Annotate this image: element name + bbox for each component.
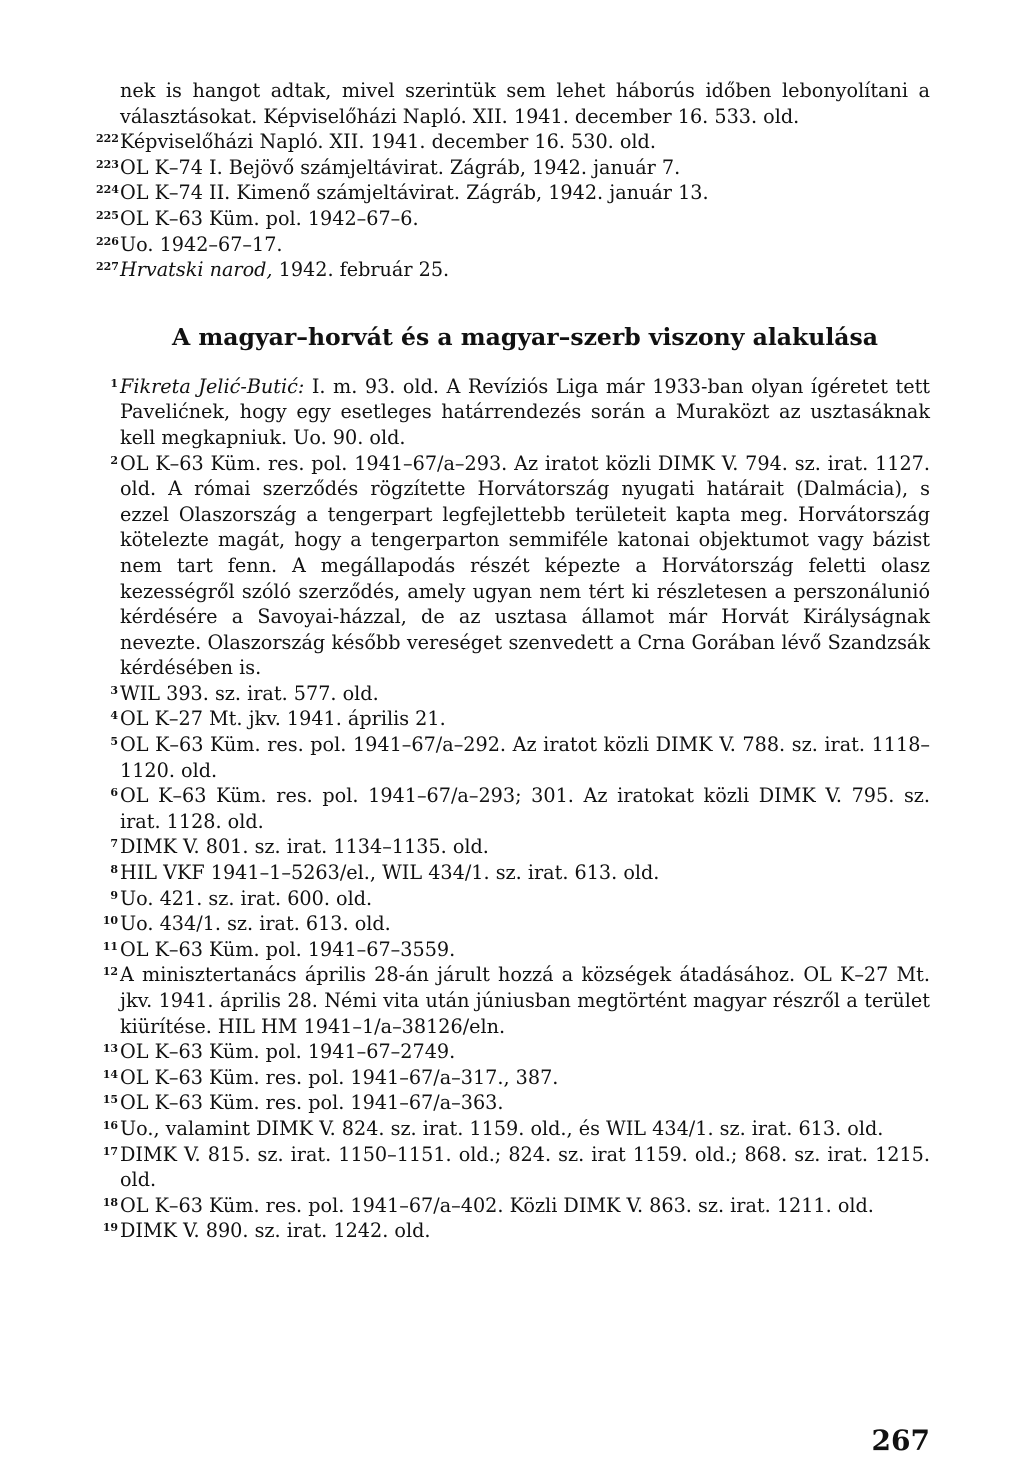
footnote-text: OL K–74 I. Bejövő számjeltávirat. Zágráb, 1942. január 7.	[120, 155, 681, 179]
footnote-number: 9	[110, 888, 118, 902]
footnote-text: OL K–63 Küm. pol. 1942–67–6.	[120, 206, 419, 230]
footnote-number: 13	[102, 1042, 118, 1056]
footnote-number: 226	[96, 234, 119, 248]
footnote-6	[96, 783, 930, 834]
footnote-text: A minisztertanács április 28-án járult hozzá a községek átadásához. OL K–27 Mt. jkv. 1941. április 28. Némi vita után júniusban megtörtént magyar részről a terület kiürítése. HIL HM 1941–1/a–38126/eln.	[120, 963, 930, 1038]
footnote-number: 7	[110, 837, 118, 851]
footnote-text: DIMK V. 890. sz. irat. 1242. old.	[120, 1219, 431, 1243]
footnote-10	[96, 911, 930, 937]
footnote-text: Képviselőházi Napló. XII. 1941. december 16. 530. old.	[120, 130, 656, 154]
footnote-number: 8	[110, 863, 118, 877]
footnote-number: 12	[102, 965, 118, 979]
footnote-number: 19	[102, 1221, 118, 1235]
footnote-text: HIL VKF 1941–1–5263/el., WIL 434/1. sz. irat. 613. old.	[120, 861, 660, 885]
footnote-text: OL K–63 Küm. pol. 1941–67–2749.	[120, 1040, 456, 1064]
footnote-7	[96, 834, 930, 860]
footnote-11	[96, 937, 930, 963]
page-body	[96, 78, 930, 1244]
footnote-5	[96, 732, 930, 783]
footnote-1	[96, 374, 930, 451]
footnote-224	[96, 180, 930, 206]
footnote-number: 17	[102, 1144, 118, 1158]
footnote-text: Uo. 421. sz. irat. 600. old.	[120, 886, 373, 910]
footnote-17	[96, 1142, 930, 1193]
footnote-number: 5	[110, 735, 118, 749]
footnote-227	[96, 257, 930, 283]
footnote-8	[96, 860, 930, 886]
footnote-italic-author: Fikreta Jelić-Butić:	[120, 374, 305, 398]
footnote-text: Uo. 1942–67–17.	[120, 232, 283, 256]
footnote-number: 6	[110, 786, 118, 800]
footnote-number: 1	[110, 376, 118, 390]
footnote-text: OL K–63 Küm. res. pol. 1941–67/a–292. Az iratot közli DIMK V. 788. sz. irat. 1118–1120. old.	[120, 733, 930, 782]
footnote-text: I. m. 93. old. A Revíziós Liga már 1933-ban olyan ígéretet tett Pavelićnek, hogy egy esetleges határrendezés során a Muraközt az usztasáknak kell megkapniuk. Uo. 90. old.	[120, 374, 931, 449]
footnote-19	[96, 1218, 930, 1244]
footnote-14	[96, 1065, 930, 1091]
footnote-number: 10	[102, 914, 118, 928]
footnote-text: OL K–74 II. Kimenő számjeltávirat. Zágráb, 1942. január 13.	[120, 181, 709, 205]
footnote-text: Uo., valamint DIMK V. 824. sz. irat. 1159. old., és WIL 434/1. sz. irat. 613. old.	[120, 1116, 884, 1140]
footnote-225	[96, 206, 930, 232]
footnote-text: OL K–63 Küm. res. pol. 1941–67/a–363.	[120, 1091, 504, 1115]
footnote-text: OL K–63 Küm. pol. 1941–67–3559.	[120, 937, 456, 961]
footnote-15	[96, 1090, 930, 1116]
footnote-text: OL K–63 Küm. res. pol. 1941–67/a–293. Az iratot közli DIMK V. 794. sz. irat. 1127. old. A római szerződés rögzítette Horvátország nyugati határait (Dalmácia), s ezzel Olaszország a tengerpart legfejlettebb területeit kapta meg. Horvátország kötelezte magát, hogy a tengerparton semmiféle katonai objektumot vagy bázist nem tart fenn. A megállapodás részét képezte a Horvátország feletti olasz kezességről szóló szerződés, amely ugyan nem tért ki részletesen a perszonálunió kérdésére a Savoyai-házzal, de az usztasa államot már Horvát Királyságnak nevezte. Olaszország később vereséget szenvedett a Crna Gorában lévő Szandzsák kérdésében is.	[120, 451, 930, 680]
footnote-number: 2	[110, 453, 118, 467]
footnotes-top	[96, 129, 930, 283]
footnote-number: 16	[102, 1118, 118, 1132]
footnote-222	[96, 129, 930, 155]
footnotes-section	[96, 374, 930, 1244]
footnote-number: 11	[102, 939, 118, 953]
footnote-226	[96, 232, 930, 258]
footnote-number: 222	[96, 132, 119, 146]
section-heading: A magyar–horvát és a magyar–szerb viszony alakulása	[172, 322, 878, 351]
footnote-18	[96, 1193, 930, 1219]
footnote-text: DIMK V. 801. sz. irat. 1134–1135. old.	[120, 835, 489, 859]
footnote-text: OL K–63 Küm. res. pol. 1941–67/a–402. Közli DIMK V. 863. sz. irat. 1211. old.	[120, 1193, 874, 1217]
footnote-text: WIL 393. sz. irat. 577. old.	[120, 681, 379, 705]
footnote-text: OL K–63 Küm. res. pol. 1941–67/a–293; 301. Az iratokat közli DIMK V. 795. sz. irat. 1128. old.	[120, 784, 930, 833]
footnote-3	[96, 681, 930, 707]
footnote-12	[96, 962, 930, 1039]
footnote-number: 4	[110, 709, 118, 723]
footnote-9	[96, 886, 930, 912]
footnote-number: 225	[96, 208, 119, 222]
footnote-text: 1942. február 25.	[272, 258, 450, 282]
footnote-number: 15	[102, 1093, 118, 1107]
footnote-number: 14	[102, 1067, 118, 1081]
footnote-text: OL K–63 Küm. res. pol. 1941–67/a–317., 387.	[120, 1065, 559, 1089]
footnote-223	[96, 155, 930, 181]
footnote-4	[96, 706, 930, 732]
footnote-number: 223	[96, 157, 119, 171]
footnote-text: OL K–27 Mt. jkv. 1941. április 21.	[120, 707, 446, 731]
footnote-italic-title: Hrvatski narod,	[120, 258, 273, 282]
footnote-number: 3	[110, 683, 118, 697]
footnote-number: 18	[102, 1195, 118, 1209]
footnote-16	[96, 1116, 930, 1142]
footnote-continuation: nek is hangot adtak, mivel szerintük sem lehet háborús időben lebonyolítani a választásokat. Képviselőházi Napló. XII. 1941. december 16. 533. old.	[120, 79, 930, 128]
footnote-text: Uo. 434/1. sz. irat. 613. old.	[120, 912, 391, 936]
page-number: 267	[871, 1424, 930, 1457]
footnote-13	[96, 1039, 930, 1065]
footnote-text: DIMK V. 815. sz. irat. 1150–1151. old.; 824. sz. irat 1159. old.; 868. sz. irat. 1215. old.	[120, 1142, 930, 1192]
footnote-number: 224	[96, 183, 119, 197]
footnote-2	[96, 451, 930, 681]
footnote-number: 227	[96, 260, 119, 274]
